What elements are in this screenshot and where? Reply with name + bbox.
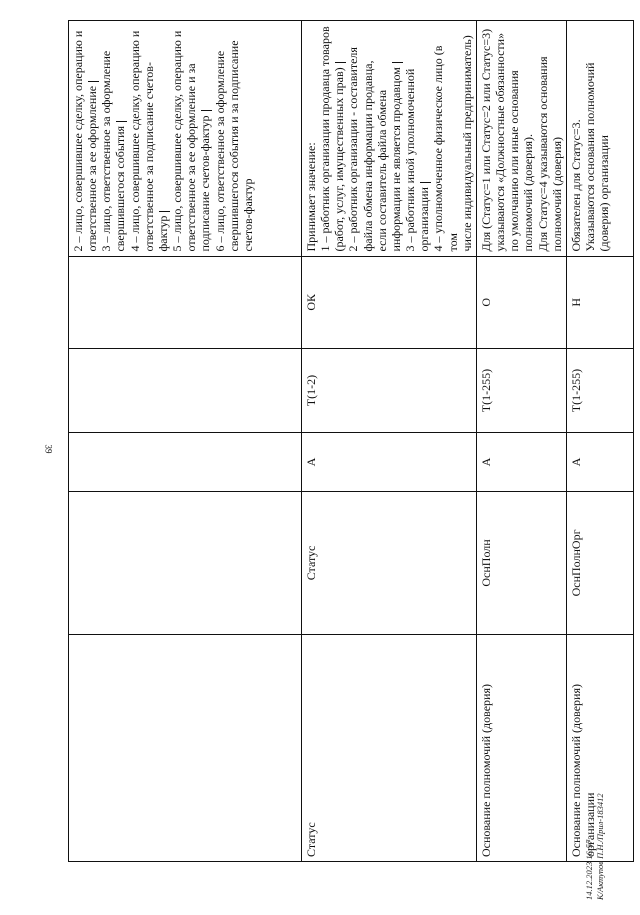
desc-line: если составитель файла обмена	[374, 89, 389, 252]
cell-format: T(1-2)	[302, 349, 477, 433]
desc-line: свершившегося события и за подписание	[226, 40, 241, 252]
cell-type	[69, 433, 302, 492]
desc-line: 6 – лицо, ответственное за оформление	[212, 50, 227, 252]
desc-line: 2 – лицо, совершившее сделку, операцию и	[71, 30, 85, 252]
desc-line: Для Статус=4 указываются основания	[535, 56, 550, 252]
desc-line: Указываются основания полномочий	[582, 62, 597, 252]
cell-type: А	[476, 433, 566, 492]
desc-line: Для (Статус=1 или Статус=2 или Статус=3)	[478, 28, 493, 252]
cell-code: ОснПолнОрг	[566, 491, 633, 634]
cell-code: ОснПолн	[476, 491, 566, 634]
desc-line: 3 – лицо, ответственное за оформление	[99, 50, 114, 252]
desc-line: полномочий (доверия)	[549, 136, 564, 252]
cell-name: Основание полномочий (доверия)	[476, 634, 566, 861]
cell-name: Основание полномочий (доверия) организации	[566, 634, 633, 861]
desc-line: 4 – уполномоченное физическое лицо (в том	[431, 45, 460, 252]
desc-line: организации	[417, 25, 431, 252]
cell-format: T(1-255)	[476, 349, 566, 433]
desc-line: свершившегося события	[113, 25, 127, 252]
table-row	[476, 21, 566, 862]
cell-code	[69, 491, 302, 634]
desc-line: фактур	[156, 25, 170, 252]
document-footer	[584, 760, 605, 900]
table-row	[302, 21, 477, 862]
page-number: 39	[43, 444, 54, 454]
desc-line: ответственное за ее оформление	[85, 25, 99, 252]
desc-line: (работ, услуг, имущественных прав)	[332, 25, 346, 252]
cell-name: Статус	[302, 634, 477, 861]
desc-line: Принимает значение:	[304, 142, 318, 252]
cell-requirement: О	[476, 256, 566, 349]
desc-line: ответственное за подписание счетов-	[141, 62, 156, 252]
desc-line: по умолчанию или иные основания	[507, 70, 522, 252]
cell-description	[302, 21, 477, 257]
desc-line: 4 – лицо, совершившее сделку, операцию и	[127, 30, 142, 252]
cell-description	[566, 21, 633, 257]
cell-format: T(1-255)	[566, 349, 633, 433]
attribute-table	[68, 20, 634, 862]
desc-line: Обязателен для Статус=3.	[568, 119, 583, 252]
desc-line: 1 – работник организации продавца товаров	[318, 26, 333, 252]
cell-requirement: Н	[566, 256, 633, 349]
desc-line: 2 – работник организации - составителя	[346, 47, 361, 252]
desc-line: числе индивидуальный предприниматель)	[459, 35, 474, 252]
desc-line: указываются «Должностные обязанности»	[493, 32, 508, 252]
desc-line: 5 – лицо, совершившее сделку, операцию и	[170, 30, 185, 252]
desc-line: подписание счетов-фактур	[198, 25, 212, 252]
table-row	[69, 21, 302, 862]
desc-line: полномочий (доверия).	[521, 133, 536, 252]
cell-requirement: ОК	[302, 256, 477, 349]
desc-line: файла обмена информации продавца,	[360, 60, 375, 252]
cell-description	[476, 21, 566, 257]
cell-name	[69, 634, 302, 861]
cell-description	[69, 21, 302, 257]
desc-line: ответственное за ее оформление и за	[184, 63, 199, 252]
desc-line: (доверия) организации	[597, 135, 612, 252]
cell-requirement	[69, 256, 302, 349]
cell-code: Статус	[302, 491, 477, 634]
cell-format	[69, 349, 302, 433]
footer-date: 14.12.2023 16:57	[584, 839, 594, 900]
footer-reference: К/Актупов П.Н./Прил-183412	[595, 793, 605, 900]
cell-type: А	[302, 433, 477, 492]
cell-type: А	[566, 433, 633, 492]
desc-line: счетов-фактур	[240, 178, 255, 252]
desc-line: информации не является продавцом	[389, 25, 403, 252]
desc-line: 3 – работник иной уполномоченной	[403, 68, 418, 252]
table-row	[566, 21, 633, 862]
